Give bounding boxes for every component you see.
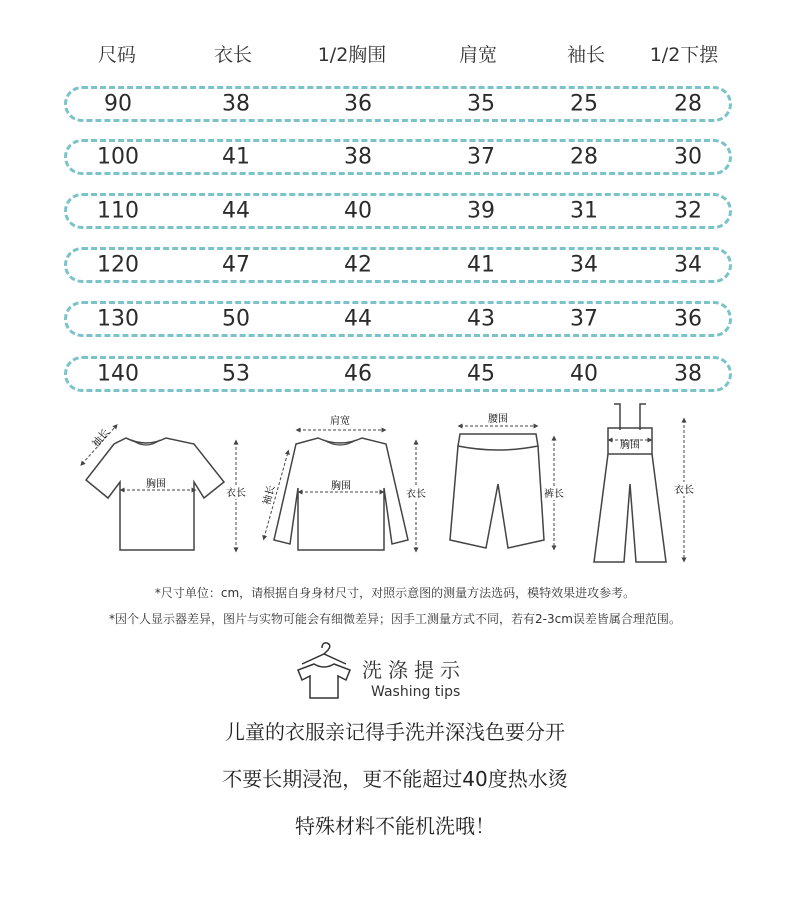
cell-half-hem: 34 [674, 252, 702, 278]
cell-size: 140 [97, 361, 139, 387]
sweater-diagram [258, 400, 438, 560]
size-note: *尺寸单位：cm，请根据自身身材尺寸，对照示意图的测量方法选码，模特效果进攻参考。 [154, 586, 636, 600]
washing-title: 洗涤提示 [362, 658, 466, 682]
cell-half-hem: 28 [674, 91, 702, 117]
cell-half-chest: 42 [344, 252, 372, 278]
sweater-length-label: 衣长 [406, 489, 426, 500]
table-row [64, 139, 732, 175]
cell-sleeve: 25 [570, 91, 598, 117]
washing-subtitle: Washing tips [371, 684, 461, 700]
cell-sleeve: 34 [570, 252, 598, 278]
cell-shoulder: 35 [467, 91, 495, 117]
shorts-length-label: 裤长 [544, 489, 564, 500]
tshirt-outline [86, 438, 224, 550]
sweater-outline [274, 438, 408, 550]
header-half-hem: 1/2下摆 [649, 44, 719, 66]
sweater-chest-label: 胸围 [331, 481, 351, 492]
sweater-shoulder-label: 肩宽 [330, 416, 350, 427]
overalls-length-label: 衣长 [674, 485, 694, 496]
header-sleeve: 袖长 [566, 44, 606, 66]
cell-length: 44 [222, 198, 250, 224]
cell-shoulder: 37 [467, 144, 495, 170]
hanger-shirt-icon [292, 640, 356, 700]
cell-length: 41 [222, 144, 250, 170]
cell-half-chest: 36 [344, 91, 372, 117]
cell-size: 110 [97, 198, 139, 224]
tshirt-length-label: 衣长 [226, 488, 246, 499]
shorts-diagram [442, 400, 572, 560]
overalls-chest-label: 胸围 [620, 440, 640, 451]
overalls-diagram [580, 400, 710, 565]
header-half-chest: 1/2胸围 [317, 44, 387, 66]
shorts-waistband [458, 434, 538, 450]
cell-length: 53 [222, 361, 250, 387]
cell-half-chest: 38 [344, 144, 372, 170]
tshirt-diagram [76, 400, 251, 560]
cell-half-hem: 30 [674, 144, 702, 170]
header-length: 衣长 [213, 44, 253, 66]
shorts-outline [450, 446, 544, 548]
tshirt-sleeve-label: 袖长 [90, 427, 112, 450]
cell-size: 120 [97, 252, 139, 278]
tshirt-chest-label: 胸围 [146, 479, 166, 490]
care-line: 儿童的衣服亲记得手洗并深浅色要分开 [225, 720, 565, 744]
cell-size: 130 [97, 306, 139, 332]
cell-sleeve: 37 [570, 306, 598, 332]
cell-half-chest: 44 [344, 306, 372, 332]
cell-half-hem: 36 [674, 306, 702, 332]
cell-sleeve: 28 [570, 144, 598, 170]
cell-half-hem: 32 [674, 198, 702, 224]
cell-length: 38 [222, 91, 250, 117]
table-row [64, 86, 732, 122]
care-line: 不要长期浸泡，更不能超过40度热水烫 [222, 767, 568, 791]
cell-size: 90 [104, 91, 132, 117]
cell-shoulder: 41 [467, 252, 495, 278]
display-note: *因个人显示器差异，图片与实物可能会有细微差异；因手工测量方式不同，若有2-3cm误差皆属合理范围。 [109, 612, 681, 626]
table-row [64, 193, 732, 229]
cell-sleeve: 40 [570, 361, 598, 387]
header-shoulder: 肩宽 [458, 44, 498, 66]
cell-half-hem: 38 [674, 361, 702, 387]
table-row [64, 301, 732, 337]
cell-half-chest: 40 [344, 198, 372, 224]
care-line: 特殊材料不能机洗哦！ [295, 814, 495, 838]
table-row [64, 247, 732, 283]
overalls-legs [594, 454, 666, 562]
cell-half-chest: 46 [344, 361, 372, 387]
cell-length: 50 [222, 306, 250, 332]
cell-length: 47 [222, 252, 250, 278]
cell-shoulder: 39 [467, 198, 495, 224]
header-size: 尺码 [97, 44, 137, 66]
cell-shoulder: 45 [467, 361, 495, 387]
table-row [64, 356, 732, 392]
cell-sleeve: 31 [570, 198, 598, 224]
overalls-strap-right [640, 404, 646, 430]
overalls-strap-left [614, 404, 620, 430]
cell-size: 100 [97, 144, 139, 170]
shorts-waist-label: 腰围 [488, 414, 508, 425]
sweater-sleeve-label: 袖长 [261, 484, 278, 507]
cell-shoulder: 43 [467, 306, 495, 332]
